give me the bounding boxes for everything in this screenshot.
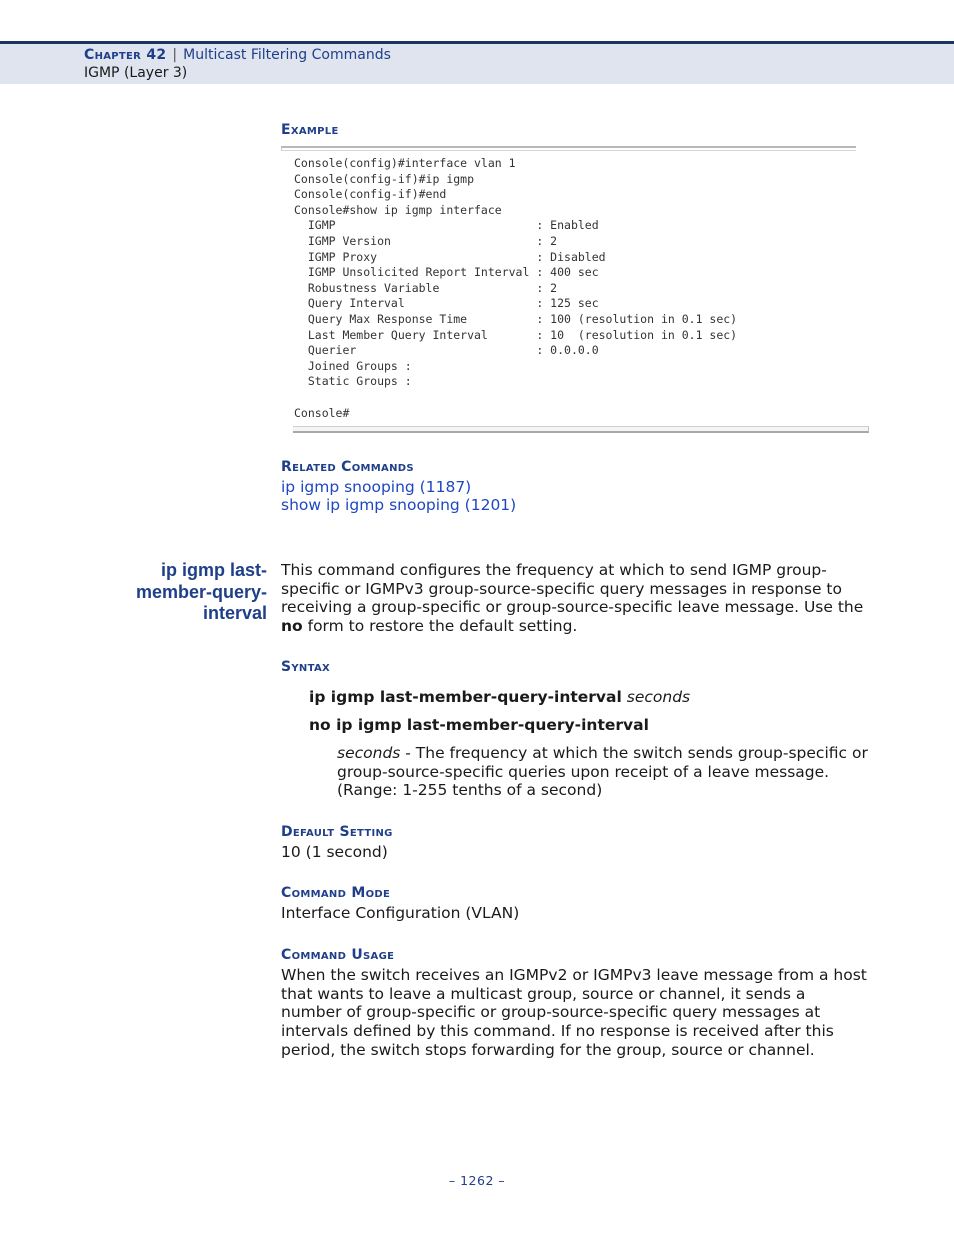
default-setting-heading: Default Setting	[281, 824, 393, 840]
code-line: Console(config-if)#end	[294, 187, 447, 202]
code-line: IGMP Proxy : Disabled	[294, 249, 606, 264]
command-title	[100, 560, 267, 625]
description-bold-no: no	[281, 617, 303, 636]
header-separator: |	[172, 47, 178, 63]
code-line: Query Max Response Time : 100 (resolution in 0.1 sec)	[294, 311, 738, 326]
code-line: IGMP Unsolicited Report Interval : 400 sec	[294, 265, 599, 280]
syntax-line-2	[309, 716, 649, 734]
code-box-top-rule	[281, 146, 856, 151]
syntax-heading: Syntax	[281, 659, 330, 675]
chapter-line	[84, 47, 391, 63]
syntax-line-1	[309, 688, 690, 706]
parameter-name: seconds	[337, 744, 401, 762]
code-line: Console#	[294, 405, 350, 420]
command-title-line: member-query-	[135, 581, 267, 602]
section-name: IGMP (Layer 3)	[84, 65, 188, 81]
code-box-bottom-rule	[293, 426, 869, 433]
link-show-ip-igmp-snooping[interactable]: show ip igmp snooping (1201)	[281, 496, 517, 514]
code-line: IGMP Version : 2	[294, 233, 558, 248]
parameter-description	[337, 744, 877, 800]
code-line: Console(config)#interface vlan 1	[294, 156, 516, 170]
command-mode-heading: Command Mode	[281, 885, 391, 901]
code-line: Static Groups :	[294, 374, 412, 389]
syntax-no-command: no ip igmp last-member-query-interval	[309, 716, 649, 734]
command-title-line: interval	[202, 603, 267, 623]
code-example-box	[281, 146, 869, 436]
code-line: Robustness Variable : 2	[294, 280, 558, 295]
code-line: Console#show ip igmp interface	[294, 202, 502, 217]
command-usage-text: When the switch receives an IGMPv2 or IGMPv3 leave message from a host that wants to leave a multicast group, source or channel, it sends a number of group-specific or group-source-specific query messages at intervals defined by this command. If no response is received after this period, the switch stops forwarding for the group, source or channel.	[281, 966, 867, 1059]
description-text: This command configures the frequency at which to send IGMP group-specific or IGMPv3 group-source-specific query messages in response to receiving a group-specific or group-source-specific leave message. Use the	[281, 561, 864, 617]
default-setting-value: 10 (1 second)	[281, 843, 388, 861]
syntax-command: ip igmp last-member-query-interval	[309, 688, 622, 706]
code-line: Console(config-if)#ip igmp	[294, 171, 475, 186]
command-mode-value: Interface Configuration (VLAN)	[281, 904, 520, 922]
related-commands-heading: Related Commands	[281, 459, 414, 475]
code-block	[294, 156, 737, 421]
code-line: Querier : 0.0.0.0	[294, 343, 599, 358]
code-line: Last Member Query Interval : 10 (resolution in 0.1 sec)	[294, 327, 738, 342]
code-line: IGMP : Enabled	[294, 218, 599, 233]
command-usage-heading: Command Usage	[281, 947, 395, 963]
code-line: Query Interval : 125 sec	[294, 296, 599, 311]
command-title-line: ip igmp last-	[160, 560, 267, 580]
parameter-text: - The frequency at which the switch sends group-specific or group-source-specific queries upon receipt of a leave message. (Range: 1-255 tenths of a second)	[337, 744, 868, 800]
syntax-parameter: seconds	[626, 688, 691, 706]
page-header	[0, 41, 954, 84]
link-ip-igmp-snooping[interactable]: ip igmp snooping (1187)	[281, 478, 472, 496]
chapter-title: Multicast Filtering Commands	[183, 47, 391, 63]
example-heading: Example	[281, 122, 339, 138]
chapter-number: Chapter 42	[84, 47, 167, 63]
page-number: – 1262 –	[448, 1173, 506, 1188]
code-line	[294, 390, 737, 406]
command-description	[281, 561, 871, 636]
code-line: Joined Groups :	[294, 358, 412, 373]
description-text-end: form to restore the default setting.	[302, 617, 578, 636]
